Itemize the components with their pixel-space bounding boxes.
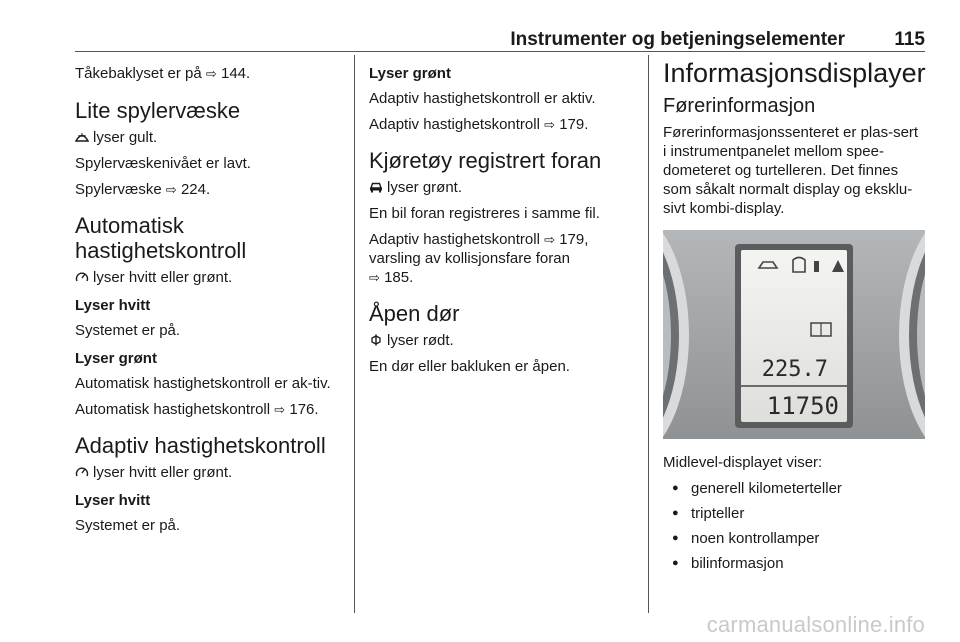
acc-green-text: Automatisk hastighetskontroll er ak-tiv. (75, 375, 331, 392)
page-ref-link[interactable]: 179, (559, 231, 589, 248)
door-status: lyser rødt. (369, 331, 624, 350)
green-heading: Lyser grønt (369, 65, 451, 82)
acc-heading: Automatisk hastighetskontroll (75, 213, 247, 263)
page-ref-link[interactable]: 179. (559, 116, 589, 133)
watermark: carmanualsonline.info (706, 612, 925, 637)
ref-arrow-icon: ⇨ (369, 270, 380, 285)
list-item: ● noen kontrollamper (663, 529, 925, 548)
section-heading: Informasjonsdisplayer (663, 58, 926, 88)
ref-arrow-icon: ⇨ (544, 117, 556, 132)
page-ref-link[interactable]: 185. (384, 269, 414, 286)
acc-white-heading: Lyser hvitt (75, 297, 151, 314)
page-header (75, 0, 925, 52)
cruise-control-icon (75, 271, 89, 283)
windshield-washer-icon (75, 131, 89, 143)
washer-line-1: Spylervæskenivået er lavt. (75, 155, 251, 172)
feature-list (663, 479, 925, 573)
adaptive-status: lyser hvitt eller grønt. (75, 463, 345, 482)
acc-ref-line: Automatisk hastighetskontroll ⇨ 176. (75, 401, 319, 418)
acc-status: lyser hvitt eller grønt. (75, 268, 345, 287)
ref-arrow-icon: ⇨ (205, 66, 217, 81)
chapter-title: Instrumenter og betjeningselementer (510, 29, 845, 50)
green-ref-line: Adaptiv hastighetskontroll ⇨ 179. (369, 116, 589, 133)
ref-arrow-icon: ⇨ (274, 402, 286, 417)
vehicle-heading: Kjøretøy registrert foran (369, 148, 602, 173)
trip-readout: 225.7 (761, 357, 828, 382)
intro-line: Tåkebaklyset er på ⇨ 144. (75, 65, 251, 82)
washer-heading: Lite spylervæske (75, 98, 241, 123)
acc-green-heading: Lyser grønt (75, 350, 157, 367)
column-divider-1 (354, 55, 355, 613)
display-photo (663, 230, 925, 439)
list-item: ● bilinformasjon (663, 554, 925, 573)
list-intro: Midlevel-displayet viser: (663, 454, 823, 471)
list-item: ● generell kilometerteller (663, 479, 925, 498)
door-heading: Åpen dør (369, 301, 460, 326)
ref-arrow-icon: ⇨ (165, 182, 177, 197)
header-rule (75, 51, 925, 52)
vehicle-text: En bil foran registreres i samme fil. (369, 205, 600, 222)
page-ref-link[interactable]: 176. (289, 401, 319, 418)
ref-arrow-icon: ⇨ (544, 232, 556, 247)
page-ref-link[interactable]: 224. (180, 181, 211, 198)
vehicle-ref-line: Adaptiv hastighetskontroll ⇨ 179, varsling av kollisjonsfare foran ⇨ 185. (369, 231, 589, 286)
washer-status: lyser gult. (75, 128, 345, 147)
column-2 (369, 64, 624, 376)
column-divider-2 (648, 55, 649, 613)
list-item: ● tripteller (663, 504, 925, 523)
intro-paragraph: Førerinformasjonssenteret er plas-sert i instrumentpanelet mellom spee-dometeret og turtelleren. Det finnes som såkalt normalt display og eksklu-sivt kombi-display. (663, 124, 919, 217)
page-ref-link[interactable]: 144. (220, 65, 251, 82)
column-1 (75, 64, 345, 535)
odometer-readout: 11750 (766, 392, 839, 420)
vehicle-status: lyser grønt. (369, 178, 624, 197)
column-3 (663, 58, 926, 579)
adaptive-white-heading: Lyser hvitt (75, 492, 151, 509)
door-open-icon (369, 334, 383, 346)
page-number: 115 (894, 29, 925, 50)
door-text: En dør eller bakluken er åpen. (369, 358, 570, 375)
green-text: Adaptiv hastighetskontroll er aktiv. (369, 90, 596, 107)
washer-line-2: Spylervæske ⇨ 224. (75, 181, 211, 198)
vehicle-ahead-icon (369, 181, 383, 193)
acc-white-text: Systemet er på. (75, 322, 181, 339)
subsection-heading: Førerinformasjon (663, 95, 816, 117)
cruise-control-icon (75, 466, 89, 478)
adaptive-white-text: Systemet er på. (75, 517, 181, 534)
adaptive-heading: Adaptiv hastighetskontroll (75, 433, 326, 458)
